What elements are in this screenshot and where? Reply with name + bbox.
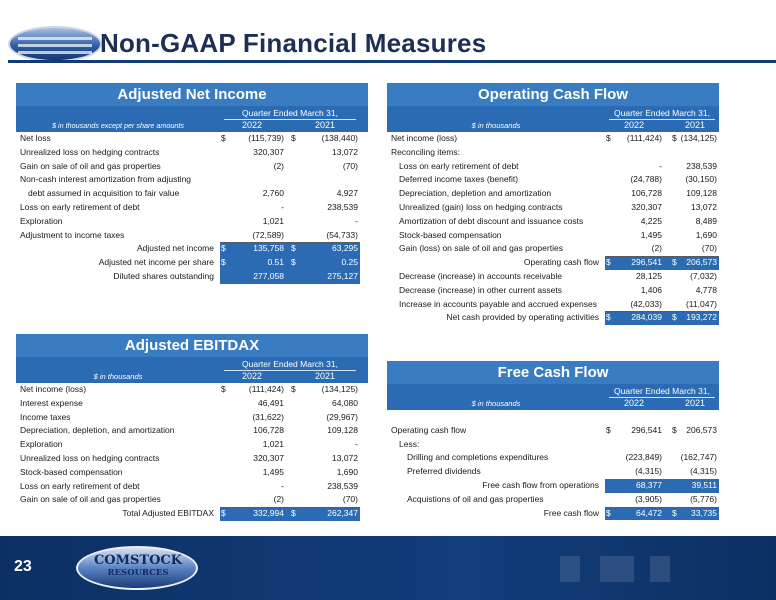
adjusted-ebitdax-panel xyxy=(16,334,368,521)
column-2021: 2021 xyxy=(684,398,706,408)
column-2022: 2022 xyxy=(623,398,645,408)
row-label: debt assumed in acquisition to fair value xyxy=(28,188,180,199)
currency-symbol: $ xyxy=(606,312,611,323)
currency-symbol: $ xyxy=(606,507,611,518)
table-row xyxy=(387,298,719,312)
value-2021: (29,967) xyxy=(326,411,358,422)
row-label: Adjustment to income taxes xyxy=(20,229,125,240)
row-label: Unrealized loss on hedging contracts xyxy=(20,146,160,157)
currency-symbol: $ xyxy=(291,257,296,268)
highlight-fill xyxy=(220,256,360,270)
value-2022: (3,905) xyxy=(635,493,662,504)
row-label: Total Adjusted EBITDAX xyxy=(122,508,214,519)
value-2022: 277,058 xyxy=(253,270,284,281)
value-2021: 1,690 xyxy=(336,466,358,477)
ani-title: Adjusted Net Income xyxy=(16,83,368,106)
value-2021: (70) xyxy=(701,243,717,254)
table-row xyxy=(387,256,719,270)
value-2022: (2) xyxy=(273,494,284,505)
row-label: Operating cash flow xyxy=(523,257,599,268)
page-title: Non-GAAP Financial Measures xyxy=(100,28,487,58)
value-2022: (72,589) xyxy=(252,229,284,240)
value-2022: 1,406 xyxy=(640,284,662,295)
row-label: Preferred dividends xyxy=(407,466,481,477)
row-label: Free cash flow xyxy=(543,507,599,518)
fcf-column-header xyxy=(387,384,719,410)
table-row xyxy=(387,229,719,243)
ocf-column-header xyxy=(387,106,719,132)
value-2021: 39,511 xyxy=(691,479,717,490)
row-label: Reconciling items: xyxy=(391,146,460,157)
value-2021: (134,125) xyxy=(680,133,717,143)
row-label: Loss on early retirement of debt xyxy=(20,480,140,491)
value-2021: (5,776) xyxy=(690,493,717,504)
value-2021: 109,128 xyxy=(686,188,717,199)
row-label: Exploration xyxy=(20,215,63,226)
table-row xyxy=(16,507,368,521)
footer-decoration xyxy=(560,556,580,582)
row-label: Deferred income taxes (benefit) xyxy=(399,174,519,185)
value-2021: 109,128 xyxy=(327,425,358,436)
row-label: Amortization of debt discount and issuance costs xyxy=(399,215,584,226)
table-row xyxy=(16,397,368,411)
value-2022: (111,424) xyxy=(626,133,662,143)
table-row xyxy=(387,451,719,465)
row-label: Net income (loss) xyxy=(20,384,87,394)
units-note: $ in thousands xyxy=(93,372,143,381)
value-2021: (11,047) xyxy=(685,298,717,309)
value-2022: 28,125 xyxy=(636,270,662,281)
row-label: Diluted shares outstanding xyxy=(113,270,214,281)
period-header: Quarter Ended March 31, xyxy=(242,108,338,118)
value-2021: 63,295 xyxy=(332,243,358,254)
logo-wordmark: COMSTOCK xyxy=(93,553,183,568)
units-note: $ in thousands xyxy=(471,399,521,408)
row-label: Unrealized (gain) loss on hedging contracts xyxy=(399,201,563,212)
table-row xyxy=(16,438,368,452)
table-row xyxy=(387,311,719,325)
table-row xyxy=(387,410,719,424)
currency-symbol: $ xyxy=(291,243,296,254)
adjusted-net-income-panel xyxy=(16,83,368,284)
row-label: Gain on sale of oil and gas properties xyxy=(20,160,161,171)
table-row xyxy=(16,270,368,284)
header-divider xyxy=(8,60,776,63)
value-2021: (30,150) xyxy=(685,174,717,185)
currency-symbol: $ xyxy=(672,257,677,268)
value-2022: (4,315) xyxy=(635,466,662,477)
currency-symbol: $ xyxy=(291,133,296,143)
value-2022: (2) xyxy=(651,243,662,254)
value-2022: 320,307 xyxy=(631,201,662,212)
fcf-title: Free Cash Flow xyxy=(387,361,719,384)
value-2022: 1,021 xyxy=(262,215,284,226)
table-row xyxy=(387,479,719,493)
row-label: Loss on early retirement of debt xyxy=(399,160,519,171)
value-2021: 0.25 xyxy=(341,257,358,268)
value-2022: (111,424) xyxy=(248,384,284,394)
value-2021: 33,735 xyxy=(691,507,717,518)
ebx-column-header xyxy=(16,357,368,383)
value-2021: 13,072 xyxy=(332,452,358,463)
value-2021: 1,690 xyxy=(695,229,717,240)
table-row xyxy=(387,187,719,201)
value-2022: - xyxy=(281,201,284,212)
row-label: Unrealized loss on hedging contracts xyxy=(20,452,160,463)
value-2021: (7,032) xyxy=(690,270,717,281)
table-row xyxy=(387,270,719,284)
operating-cash-flow-panel xyxy=(387,83,719,325)
value-2021: 64,080 xyxy=(332,397,358,408)
currency-symbol: $ xyxy=(606,133,611,143)
value-2022: 4,225 xyxy=(640,215,662,226)
row-label: Depreciation, depletion and amortization xyxy=(399,188,552,199)
row-label: Acquistions of oil and gas properties xyxy=(407,493,544,504)
table-row xyxy=(16,173,368,187)
value-2022: (223,849) xyxy=(625,452,662,463)
value-2021: 238,539 xyxy=(327,201,358,212)
value-2022: 296,541 xyxy=(631,257,662,268)
row-label: Decrease (increase) in other current assets xyxy=(399,284,562,295)
table-row xyxy=(16,383,368,397)
value-2021: 275,127 xyxy=(327,270,358,281)
value-2021: (162,747) xyxy=(680,452,717,463)
row-label: Free cash flow from operations xyxy=(482,479,599,490)
units-note: $ in thousands except per share amounts xyxy=(52,121,184,130)
value-2022: 106,728 xyxy=(631,188,662,199)
table-row xyxy=(387,132,719,146)
row-label: Exploration xyxy=(20,439,63,450)
value-2021: (54,733) xyxy=(326,229,358,240)
table-row xyxy=(16,229,368,243)
table-row xyxy=(387,424,719,438)
row-label: Interest expense xyxy=(20,397,83,408)
table-row xyxy=(16,146,368,160)
table-row xyxy=(387,284,719,298)
table-row xyxy=(16,242,368,256)
value-2022: 2,760 xyxy=(262,188,284,199)
table-row xyxy=(16,480,368,494)
currency-symbol: $ xyxy=(291,508,296,519)
row-label: Non-cash interest amortization from adjusting xyxy=(20,174,192,185)
table-row xyxy=(387,201,719,215)
value-2022: 320,307 xyxy=(253,452,284,463)
value-2022: 320,307 xyxy=(253,146,284,157)
value-2021: 206,573 xyxy=(686,257,717,268)
value-2021: 206,573 xyxy=(686,424,717,435)
table-row xyxy=(16,201,368,215)
value-2021: 13,072 xyxy=(332,146,358,157)
page-number: 23 xyxy=(14,558,32,575)
ocf-title: Operating Cash Flow xyxy=(387,83,719,106)
table-row xyxy=(16,424,368,438)
table-row xyxy=(387,215,719,229)
table-row xyxy=(16,160,368,174)
currency-symbol: $ xyxy=(672,424,677,435)
row-label: Net cash provided by operating activities xyxy=(446,312,599,323)
row-label: Adjusted net income xyxy=(136,243,214,254)
value-2021: 4,778 xyxy=(695,284,717,295)
value-2022: - xyxy=(281,480,284,491)
row-label: Drilling and completions expenditures xyxy=(407,452,549,463)
ani-column-header xyxy=(16,106,368,132)
currency-symbol: $ xyxy=(221,257,226,268)
value-2021: - xyxy=(355,439,358,450)
currency-symbol: $ xyxy=(221,384,226,394)
value-2021: 193,272 xyxy=(686,312,717,323)
currency-symbol: $ xyxy=(606,257,611,268)
free-cash-flow-panel xyxy=(387,361,719,520)
value-2022: 1,021 xyxy=(262,439,284,450)
currency-symbol: $ xyxy=(672,312,677,323)
value-2022: 284,039 xyxy=(631,312,662,323)
currency-symbol: $ xyxy=(672,507,677,518)
row-label: Depreciation, depletion, and amortization xyxy=(20,425,175,436)
value-2021: 13,072 xyxy=(691,201,717,212)
value-2022: 0.51 xyxy=(267,257,284,268)
currency-symbol: $ xyxy=(606,424,611,435)
value-2022: (115,739) xyxy=(248,133,284,143)
value-2022: (24,788) xyxy=(630,174,662,185)
table-row xyxy=(387,507,719,521)
value-2021: 8,489 xyxy=(695,215,717,226)
table-row xyxy=(16,452,368,466)
table-row xyxy=(16,215,368,229)
row-label: Decrease (increase) in accounts receivable xyxy=(399,270,562,281)
value-2022: 68,377 xyxy=(636,479,662,490)
currency-symbol: $ xyxy=(221,508,226,519)
table-row xyxy=(16,256,368,270)
column-2021: 2021 xyxy=(314,371,336,381)
row-label: Operating cash flow xyxy=(391,424,467,435)
table-row xyxy=(16,493,368,507)
row-label: Less: xyxy=(399,438,420,449)
value-2022: (31,622) xyxy=(252,411,284,422)
table-row xyxy=(16,411,368,425)
row-label: Adjusted net income per share xyxy=(98,257,214,268)
company-logo-icon xyxy=(8,26,102,62)
value-2022: 1,495 xyxy=(262,466,284,477)
row-label: Increase in accounts payable and accrued expenses xyxy=(399,298,597,309)
footer-decoration xyxy=(600,556,634,582)
value-2021: - xyxy=(355,215,358,226)
row-label: Gain on sale of oil and gas properties xyxy=(20,494,161,505)
value-2022: 296,541 xyxy=(631,424,662,435)
footer-decoration xyxy=(650,556,670,582)
value-2021: (70) xyxy=(342,494,358,505)
value-2021: (70) xyxy=(342,160,358,171)
table-row xyxy=(387,242,719,256)
table-row xyxy=(16,187,368,201)
value-2021: 238,539 xyxy=(686,160,717,171)
value-2022: 1,495 xyxy=(640,229,662,240)
row-label: Income taxes xyxy=(20,411,71,422)
value-2021: 4,927 xyxy=(336,188,358,199)
column-2021: 2021 xyxy=(684,120,706,130)
value-2022: 106,728 xyxy=(253,425,284,436)
currency-symbol: $ xyxy=(672,133,677,143)
table-row xyxy=(387,160,719,174)
value-2022: 46,491 xyxy=(258,397,284,408)
value-2021: (134,125) xyxy=(321,384,358,394)
value-2022: 135,758 xyxy=(253,243,284,254)
period-header: Quarter Ended March 31, xyxy=(242,359,338,369)
row-label: Stock-based compensation xyxy=(399,229,502,240)
page-header xyxy=(0,0,776,72)
row-label: Stock-based compensation xyxy=(20,466,123,477)
column-2022: 2022 xyxy=(241,371,263,381)
table-row xyxy=(387,493,719,507)
value-2022: 64,472 xyxy=(636,507,662,518)
table-row xyxy=(16,132,368,146)
column-2021: 2021 xyxy=(314,120,336,130)
table-row xyxy=(387,146,719,160)
table-row xyxy=(387,438,719,452)
row-label: Gain (loss) on sale of oil and gas properties xyxy=(399,243,563,254)
value-2022: 332,994 xyxy=(253,508,284,519)
table-row xyxy=(387,465,719,479)
table-row xyxy=(16,466,368,480)
units-note: $ in thousands xyxy=(471,121,521,130)
currency-symbol: $ xyxy=(221,133,226,143)
table-row xyxy=(387,173,719,187)
value-2021: (138,440) xyxy=(321,133,358,143)
currency-symbol: $ xyxy=(291,384,296,394)
period-header: Quarter Ended March 31, xyxy=(614,108,710,118)
value-2021: 238,539 xyxy=(327,480,358,491)
ebx-title: Adjusted EBITDAX xyxy=(16,334,368,357)
currency-symbol: $ xyxy=(221,243,226,254)
column-2022: 2022 xyxy=(241,120,263,130)
logo-subtext: RESOURCES xyxy=(107,568,169,578)
value-2021: (4,315) xyxy=(690,466,717,477)
value-2022: - xyxy=(659,160,662,171)
value-2022: (42,033) xyxy=(630,298,662,309)
value-2021: 262,347 xyxy=(327,508,358,519)
row-label: Loss on early retirement of debt xyxy=(20,201,140,212)
row-label: Net income (loss) xyxy=(391,133,458,143)
row-label: Net loss xyxy=(20,133,51,143)
period-header: Quarter Ended March 31, xyxy=(614,386,710,396)
value-2022: (2) xyxy=(273,160,284,171)
column-2022: 2022 xyxy=(623,120,645,130)
